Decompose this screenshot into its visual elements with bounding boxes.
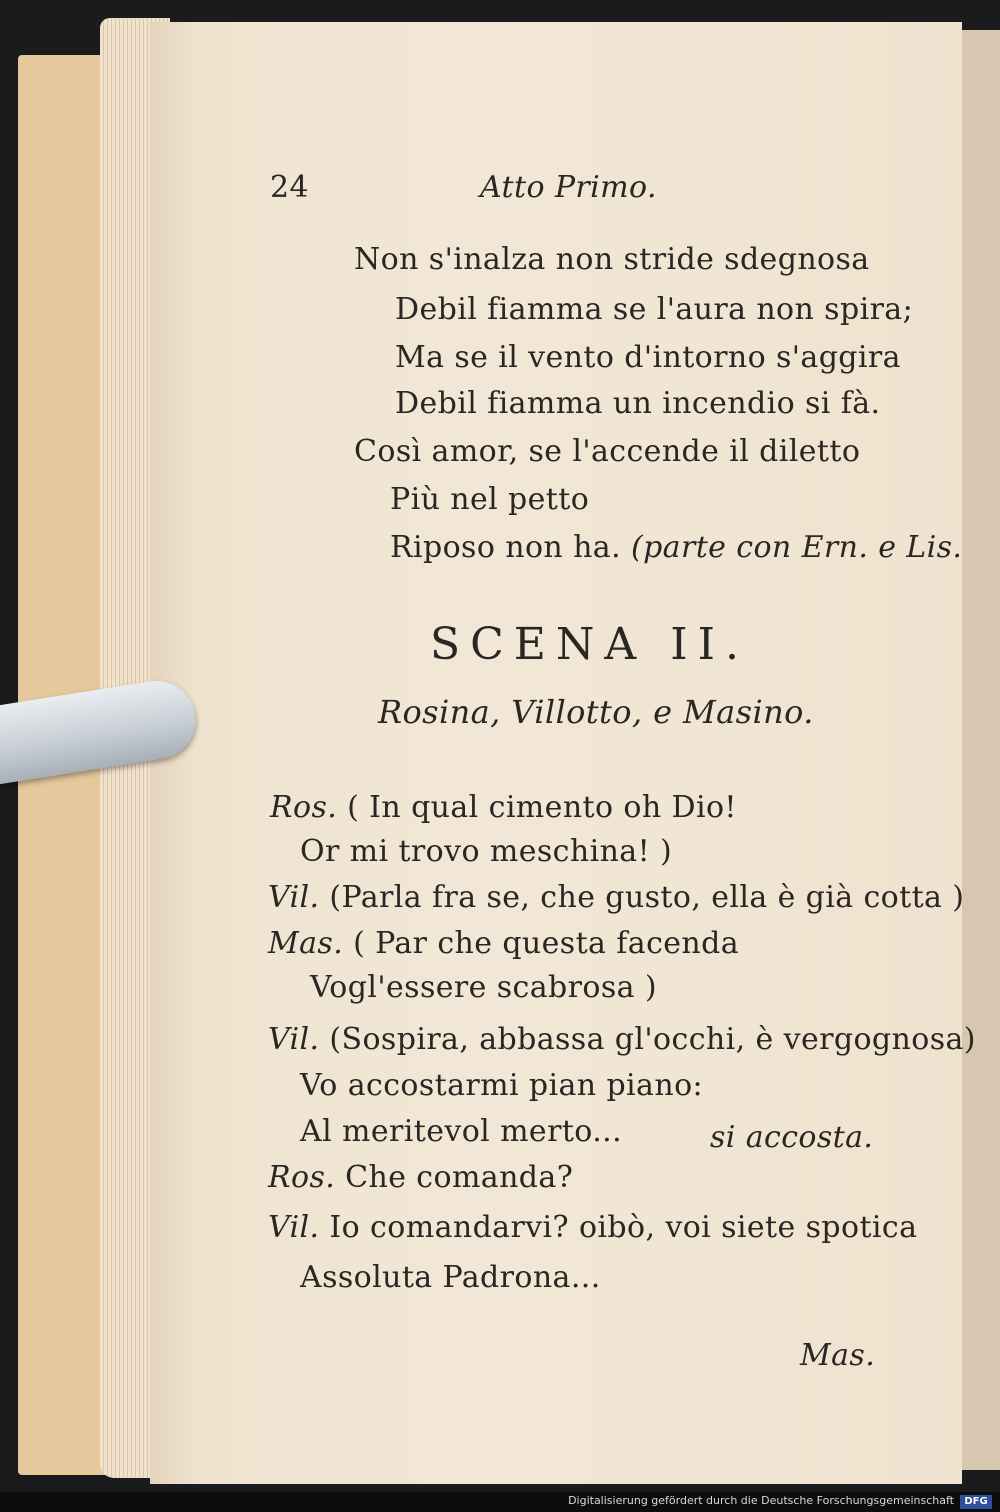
speaker-label: Mas. [268, 926, 344, 961]
scene-heading: SCENA II. [430, 619, 749, 670]
aria-line-text: Riposo non ha. [390, 530, 622, 565]
dialogue-line [268, 1160, 573, 1196]
dialogue-line [268, 880, 964, 916]
dialogue-text: Io comandarvi? oibò, voi siete spotica [329, 1210, 918, 1245]
dialogue-line [268, 1022, 976, 1058]
stage-direction-exit: (parte con Ern. e Lis. [630, 530, 963, 565]
aria-line [390, 530, 962, 566]
speaker-label: Vil. [268, 1210, 320, 1245]
dialogue-line [268, 926, 739, 962]
scene-characters: Rosina, Villotto, e Masino. [378, 693, 814, 731]
dialogue-text: ( In qual cimento oh Dio! [347, 790, 737, 825]
dialogue-text: ( Par che questa facenda [353, 926, 740, 961]
page-number: 24 [270, 170, 309, 205]
speaker-label: Vil. [268, 880, 320, 915]
right-page-edge [962, 30, 1000, 1470]
speaker-label: Ros. [268, 1160, 336, 1195]
dialogue-line [270, 790, 737, 826]
dialogue-text: Che comanda? [345, 1160, 574, 1195]
dialogue-line: Vo accostarmi pian piano: [300, 1068, 704, 1103]
catchword: Mas. [800, 1338, 876, 1373]
dialogue-text: (Parla fra se, che gusto, ella è già cotta ) [329, 880, 965, 915]
aria-line: Più nel petto [390, 482, 590, 517]
aria-line: Debil fiamma se l'aura non spira; [395, 292, 914, 327]
aria-line: Non s'inalza non stride sdegnosa [354, 242, 870, 277]
dialogue-line: Or mi trovo meschina! ) [300, 834, 673, 869]
speaker-label: Vil. [268, 1022, 320, 1057]
aria-line: Così amor, se l'accende il diletto [354, 434, 861, 469]
dialogue-line: Assoluta Padrona... [300, 1260, 601, 1295]
dfg-logo-icon: DFG [960, 1495, 992, 1509]
speaker-label: Ros. [270, 790, 338, 825]
dialogue-line: Vogl'essere scabrosa ) [310, 970, 657, 1005]
running-head: Atto Primo. [480, 170, 657, 205]
dialogue-text: Al meritevol merto... [300, 1114, 623, 1149]
stage-direction: si accosta. [710, 1120, 874, 1155]
footer-credit: Digitalisierung gefördert durch die Deutsche Forschungsgemeinschaft [568, 1494, 954, 1507]
aria-line: Ma se il vento d'intorno s'aggira [395, 340, 901, 375]
dialogue-line [300, 1114, 622, 1150]
dialogue-line [268, 1210, 917, 1246]
dialogue-text: (Sospira, abbassa gl'occhi, è vergognosa) [329, 1022, 976, 1057]
aria-line: Debil fiamma un incendio si fà. [395, 386, 881, 421]
book-page [150, 22, 976, 1484]
